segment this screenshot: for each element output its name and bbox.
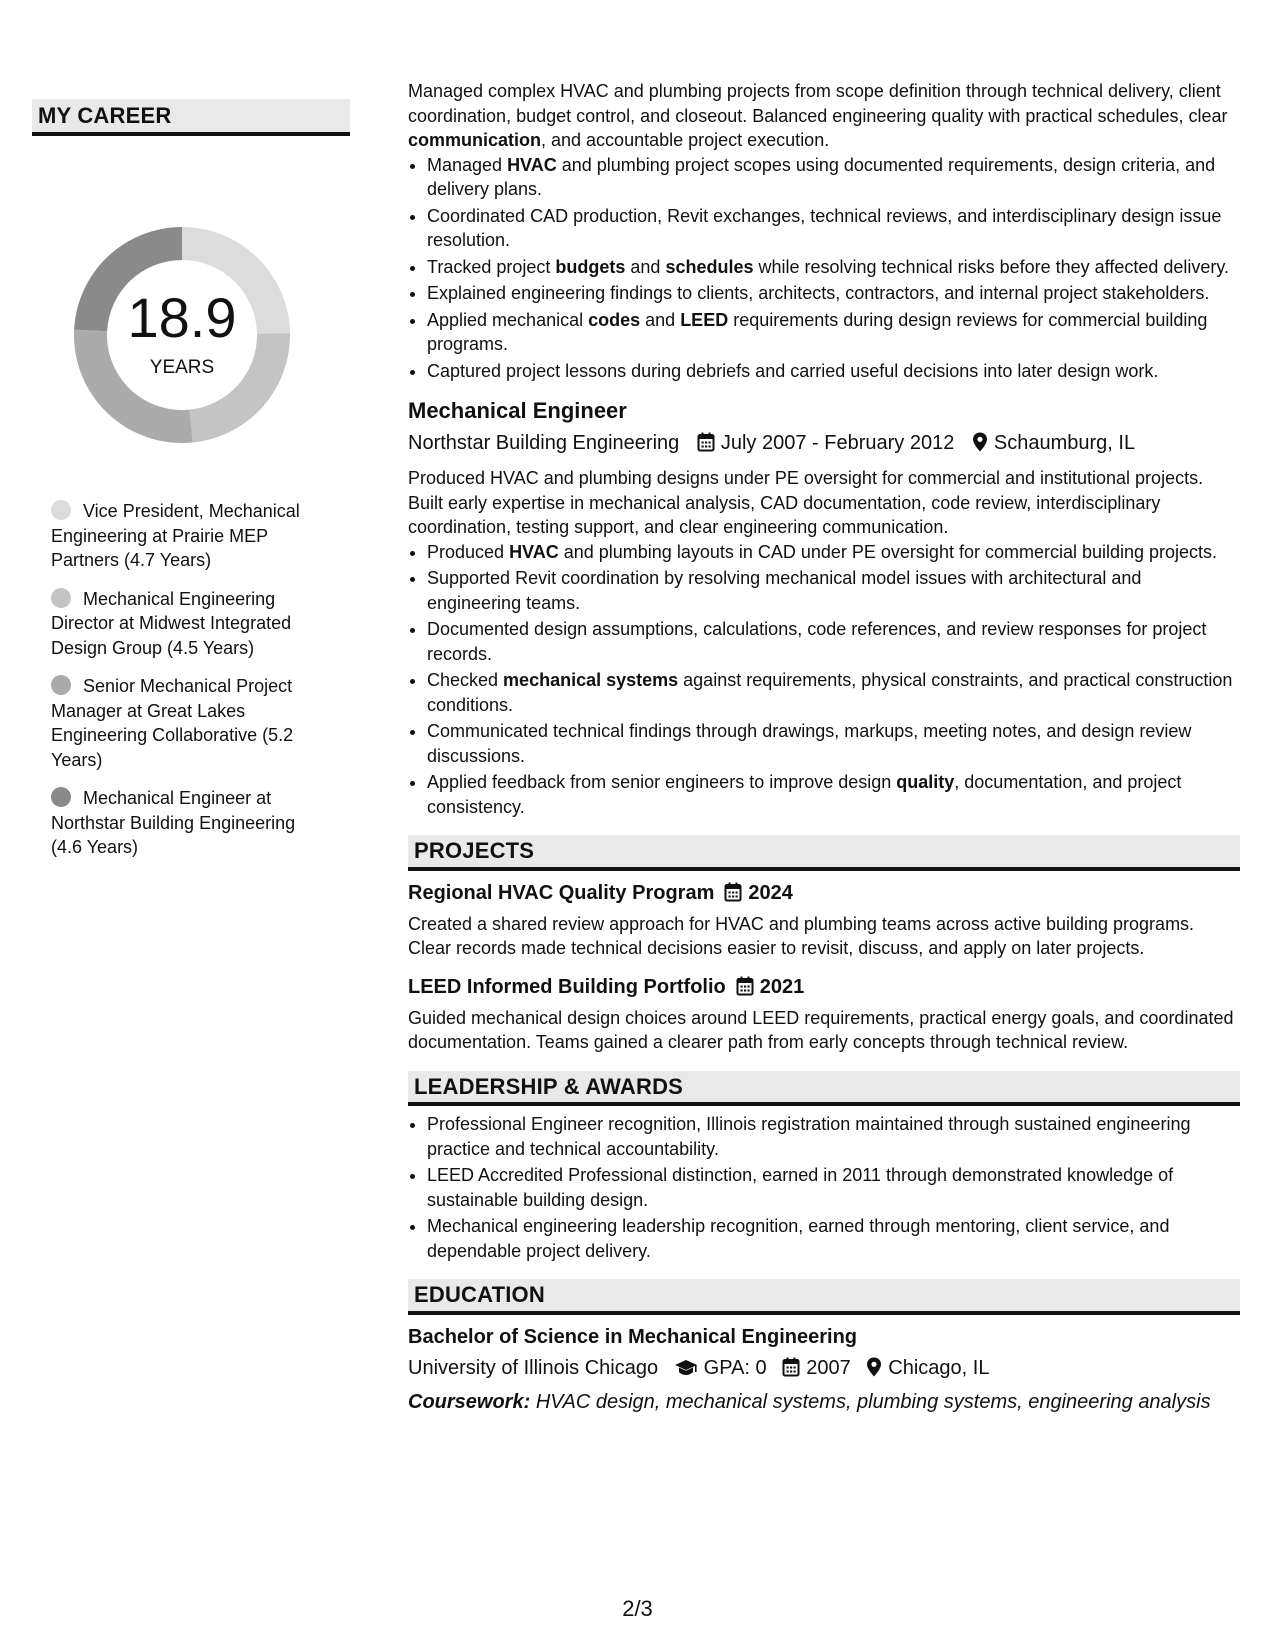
legend-text: Vice President, Mechanical Engineering at Prairie MEP Partners (4.7 Years) — [51, 501, 300, 570]
gpa: GPA: 0 — [703, 1356, 767, 1379]
donut-segment — [189, 333, 290, 442]
project-year: 2021 — [759, 975, 805, 998]
total-years-label: YEARS — [149, 357, 215, 378]
legend-item — [51, 587, 321, 661]
list-item: • Professional Engineer recognition, Illinois registration maintained through sustained engineering practice and technical accountability. — [427, 1112, 1240, 1161]
page-number: 2/3 — [622, 1596, 653, 1621]
calendar-icon — [782, 1357, 800, 1385]
main-content — [408, 79, 1240, 1416]
list-item: • Mechanical engineering leadership recognition, earned through mentoring, client service, and dependable project delivery. — [427, 1214, 1240, 1263]
calendar-icon — [724, 882, 742, 910]
awards-bullets — [408, 1112, 1240, 1263]
coursework — [408, 1388, 1240, 1416]
list-item: • Managed HVAC and plumbing project scopes using documented requirements, design criteria, and delivery plans. — [427, 153, 1240, 202]
list-item: • Tracked project budgets and schedules while resolving technical risks before they affected delivery. — [427, 255, 1240, 280]
degree-title: Bachelor of Science in Mechanical Engineering — [408, 1325, 858, 1348]
school-name: University of Illinois Chicago — [408, 1356, 659, 1379]
project-description: Created a shared review approach for HVAC and plumbing teams across active building programs. Clear records made technical decisions easier to revisit, discuss, and apply on later projects. — [408, 913, 1195, 958]
list-item: • Coordinated CAD production, Revit exchanges, technical reviews, and interdisciplinary design issue resolution. — [427, 204, 1240, 253]
project-title-row — [408, 973, 1240, 1004]
project-year: 2024 — [748, 881, 793, 904]
career-sidebar — [32, 99, 350, 874]
list-item: • Applied feedback from senior engineers to improve design quality, documentation, and project consistency. — [427, 770, 1240, 819]
list-item: • Produced HVAC and plumbing layouts in CAD under PE oversight for commercial building projects. — [427, 540, 1240, 565]
legend-dot-icon — [51, 588, 71, 608]
legend-dot-icon — [51, 675, 71, 695]
legend-text: Mechanical Engineer at Northstar Building Engineering (4.6 Years) — [51, 788, 296, 857]
education-section — [408, 1279, 1240, 1416]
list-item: • Captured project lessons during debriefs and carried useful decisions into later design work. — [427, 359, 1240, 384]
project-title: LEED Informed Building Portfolio — [408, 975, 726, 998]
legend-dot-icon — [51, 787, 71, 807]
job-summary: Produced HVAC and plumbing designs under PE oversight for commercial and institutional projects. Built early expertise in mechanical analysis, CAD documentation, code review, interdisciplinary coordination, testing support, and clear engineering communication. — [408, 468, 1204, 537]
job-title: Mechanical Engineer — [408, 398, 627, 423]
legend-text: Mechanical Engineering Director at Midwest Integrated Design Group (4.5 Years) — [51, 588, 292, 658]
graduation-year: 2007 — [806, 1356, 851, 1379]
job-meta — [408, 429, 1240, 460]
graduation-cap-icon — [674, 1357, 698, 1385]
prev-job-summary: Managed complex HVAC and plumbing projects from scope definition through technical delivery, client coordination, budget control, and closeout. Balanced engineering quality with practical schedules, clear communication, and accountable project execution. — [408, 81, 1228, 150]
legend-item — [51, 674, 321, 772]
career-donut-chart — [66, 219, 298, 451]
school-location: Chicago, IL — [888, 1356, 990, 1379]
education-meta — [408, 1354, 1240, 1385]
map-pin-icon — [972, 432, 988, 460]
awards-heading: LEADERSHIP & AWARDS — [408, 1071, 1240, 1107]
job-dates: July 2007 - February 2012 — [720, 432, 955, 454]
legend-item — [51, 499, 321, 573]
coursework-label: Coursework: — [408, 1390, 531, 1413]
legend-dot-icon — [51, 500, 71, 520]
legend-text: Senior Mechanical Project Manager at Great Lakes Engineering Collaborative (5.2 Years) — [51, 676, 294, 770]
project-title-row — [408, 879, 1240, 910]
education-heading: EDUCATION — [408, 1279, 1240, 1315]
awards-section — [408, 1071, 1240, 1264]
job-bullets — [408, 540, 1240, 820]
legend-item — [51, 786, 321, 860]
project-description: Guided mechanical design choices around LEED requirements, practical energy goals, and coordinated documentation. Teams gained a clearer path from early concepts through technical review. — [408, 1007, 1234, 1052]
job-company: Northstar Building Engineering — [408, 432, 680, 454]
calendar-icon — [697, 432, 715, 460]
prev-job-bullets — [408, 153, 1240, 384]
career-heading: MY CAREER — [32, 99, 350, 136]
list-item: • Applied mechanical codes and LEED requirements during design reviews for commercial building programs. — [427, 308, 1240, 357]
project-title: Regional HVAC Quality Program — [408, 881, 715, 904]
projects-section — [408, 835, 1240, 1055]
list-item: • LEED Accredited Professional distinction, earned in 2011 through demonstrated knowledge of sustainable building design. — [427, 1163, 1240, 1212]
projects-heading: PROJECTS — [408, 835, 1240, 871]
calendar-icon — [736, 976, 754, 1004]
total-years-value: 18.9 — [127, 286, 237, 349]
coursework-text: HVAC design, mechanical systems, plumbing systems, engineering analysis — [535, 1390, 1211, 1413]
map-pin-icon — [866, 1357, 882, 1385]
career-legend — [51, 499, 321, 860]
list-item: • Documented design assumptions, calculations, code references, and review responses for project records. — [427, 617, 1240, 666]
list-item: • Communicated technical findings through drawings, markups, meeting notes, and design review discussions. — [427, 719, 1240, 768]
job-location: Schaumburg, IL — [993, 432, 1136, 454]
list-item: • Explained engineering findings to clients, architects, contractors, and internal project stakeholders. — [427, 281, 1240, 306]
list-item: • Checked mechanical systems against requirements, physical constraints, and practical construction conditions. — [427, 668, 1240, 717]
list-item: • Supported Revit coordination by resolving mechanical model issues with architectural and engineering teams. — [427, 566, 1240, 615]
